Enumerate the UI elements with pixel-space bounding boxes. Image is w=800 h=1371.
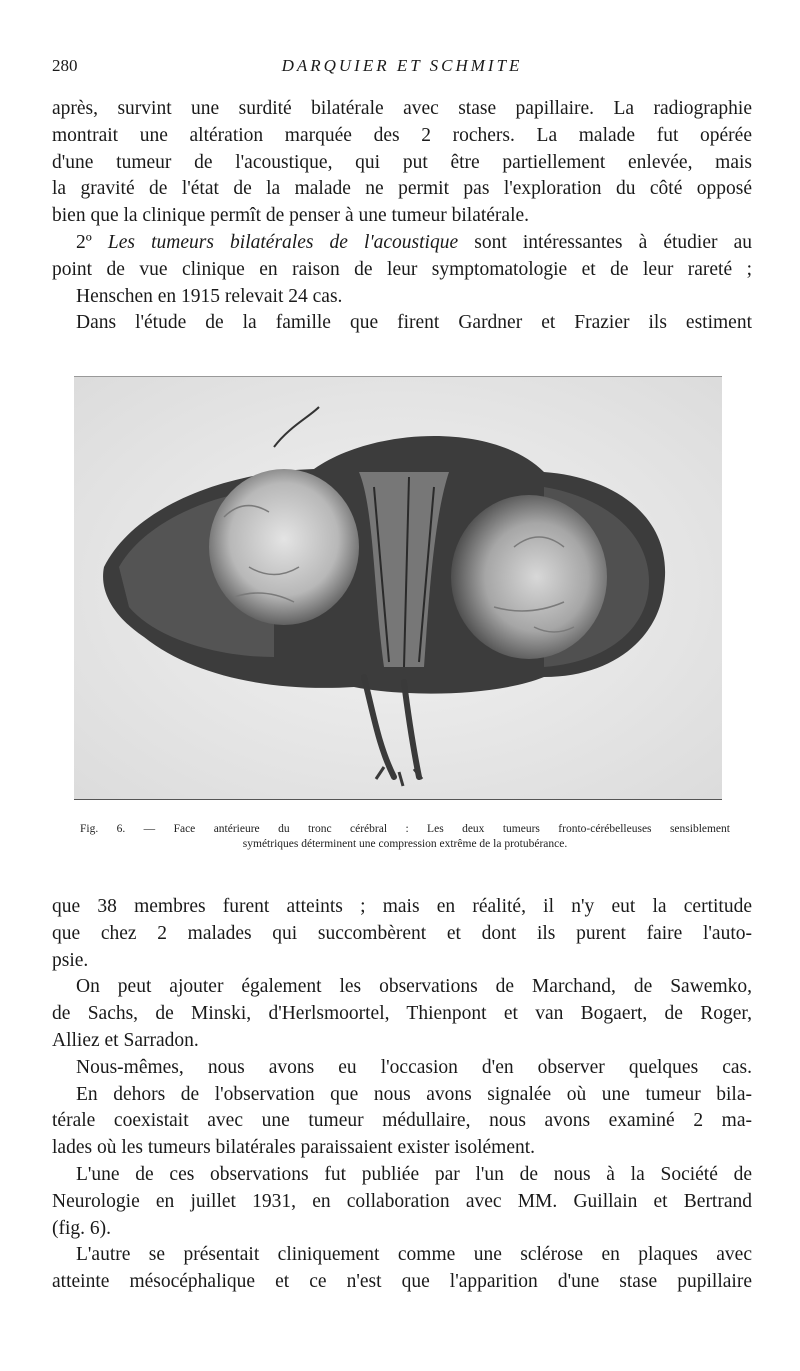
text-line: atteinte mésocéphalique et ce n'est que l'apparition d'une stase pupillaire <box>52 1271 752 1293</box>
text-block-bottom <box>52 894 752 1296</box>
running-title: DARQUIER ET SCHMITE <box>281 56 523 75</box>
section-line <box>52 230 752 257</box>
figure-photograph <box>74 376 722 800</box>
text-line: On peut ajouter également les observations de Marchand, de Sawemko, <box>76 976 752 998</box>
text-line: Henschen en 1915 relevait 24 cas. <box>76 285 343 307</box>
text-line: Alliez et Sarradon. <box>52 1029 199 1051</box>
text-line: point de vue clinique en raison de leur symptomatologie et de leur rareté ; <box>52 258 752 280</box>
text-line: Nous-mêmes, nous avons eu l'occasion d'en observer quelques cas. <box>76 1056 752 1078</box>
section-heading: Les tumeurs bilatérales de l'acoustique <box>107 231 459 253</box>
text-line: que 38 membres furent atteints ; mais en réalité, il n'y eut la certitude <box>52 896 752 917</box>
text-line: térale coexistait avec une tumeur médullaire, nous avons examiné 2 ma- <box>52 1110 752 1132</box>
running-head <box>52 56 752 82</box>
text-line: lades où les tumeurs bilatérales paraissaient exister isolément. <box>52 1137 536 1159</box>
text-line: après, survint une surdité bilatérale avec stase papillaire. La radiographie <box>52 98 752 119</box>
text-line: L'une de ces observations fut publiée par l'un de nous à la Société de <box>76 1163 752 1185</box>
figure-caption <box>80 822 730 852</box>
brainstem-photo <box>74 377 722 799</box>
text-line: En dehors de l'observation que nous avons signalée où une tumeur bila- <box>76 1083 752 1105</box>
text-line: L'autre se présentait cliniquement comme une sclérose en plaques avec <box>76 1244 752 1266</box>
text-line: d'une tumeur de l'acoustique, qui put être partiellement enlevée, mais <box>52 151 752 173</box>
text-line: bien que la clinique permît de penser à une tumeur bilatérale. <box>52 205 530 227</box>
text-block-top <box>52 96 752 337</box>
section-number: 2º <box>76 231 92 253</box>
page-number: 280 <box>52 56 78 75</box>
caption-line: symétriques déterminent une compression extrême de la protubérance. <box>242 838 568 850</box>
text-span: sont intéressantes à étudier au <box>474 231 752 253</box>
text-line: la gravité de l'état de la malade ne permit pas l'exploration du côté opposé <box>52 178 752 200</box>
text-line: de Sachs, de Minski, d'Herlsmoortel, Thienpont et van Bogaert, de Roger, <box>52 1003 752 1025</box>
text-line: psie. <box>52 949 89 971</box>
text-line: que chez 2 malades qui succombèrent et dont ils purent faire l'auto- <box>52 922 752 944</box>
caption-line: Fig. 6. — Face antérieure du tronc cérébral : Les deux tumeurs fronto-cérébelleuses sensiblement <box>80 823 730 835</box>
text-line: (fig. 6). <box>52 1217 112 1239</box>
text-line: Neurologie en juillet 1931, en collaboration avec MM. Guillain et Bertrand <box>52 1190 752 1212</box>
text-line: montrait une altération marquée des 2 rochers. La malade fut opérée <box>52 124 752 146</box>
text-line: Dans l'étude de la famille que firent Gardner et Frazier ils estiment <box>76 312 752 334</box>
